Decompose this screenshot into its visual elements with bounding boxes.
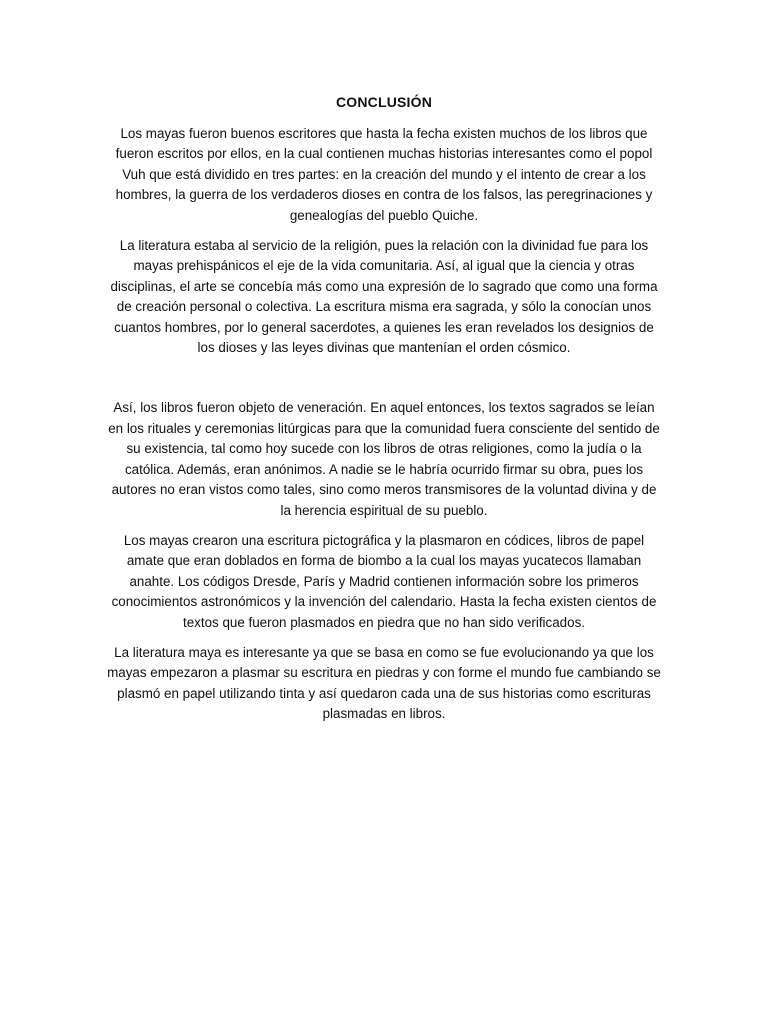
paragraph-1: Los mayas fueron buenos escritores que hasta la fecha existen muchos de los libros que fueron escritos por ellos, en la cual contienen muchas historias interesantes como el popol Vuh que está dividido en tres partes: en la creación del mundo y el intento de crear a los hombres, la guerra de los verdaderos dioses en contra de los falsos, las peregrinaciones y genealogías del pueblo Quiche. (115, 126, 653, 223)
paragraph-3: Así, los libros fueron objeto de veneración. En aquel entonces, los textos sagrados se leían en los rituales y ceremonias litúrgicas para que la comunidad fuera consciente del sentido de su existencia, tal como hoy sucede con los libros de otras religiones, como la judía o la católica. Además, eran anónimos. A nadie se le habría ocurrido firmar su obra, pues los autores no eran vistos como tales, sino como meros transmisores de la voluntad divina y de la herencia espiritual de su pueblo. (108, 400, 660, 518)
paragraph-4: Los mayas crearon una escritura pictográfica y la plasmaron en códices, libros de papel amate que eran doblados en forma de biombo a la cual los mayas yucatecos llamaban anahte. Los códigos Dresde, París y Madrid contienen información sobre los primeros conocimientos astronómicos y la invención del calendario. Hasta la fecha existen cientos de textos que fueron plasmados en piedra que no han sido verificados. (111, 532, 657, 630)
paragraph-5: La literatura maya es interesante ya que se basa en como se fue evolucionando ya que los mayas empezaron a plasmar su escritura en piedras y con forme el mundo fue cambiando se plasmó en papel utilizando tinta y así quedaron cada una de sus historias como escrituras plasmadas en libros. (107, 644, 661, 722)
document-title: CONCLUSIÓN (335, 94, 433, 110)
paragraph-2: La literatura estaba al servicio de la religión, pues la relación con la divinidad fue para los mayas prehispánicos el eje de la vida comunitaria. Así, al igual que la ciencia y otras disciplinas, el arte se concebía más como una expresión de lo sagrado que como una forma de creación personal o colectiva. La escritura misma era sagrada, y sólo la conocían unos cuantos hombres, por lo general sacerdotes, a quienes les eran revelados los designios de los dioses y las leyes divinas que mantenían el orden cósmico. (110, 238, 658, 356)
paragraph-spacer (106, 368, 662, 398)
document-page (106, 92, 662, 735)
